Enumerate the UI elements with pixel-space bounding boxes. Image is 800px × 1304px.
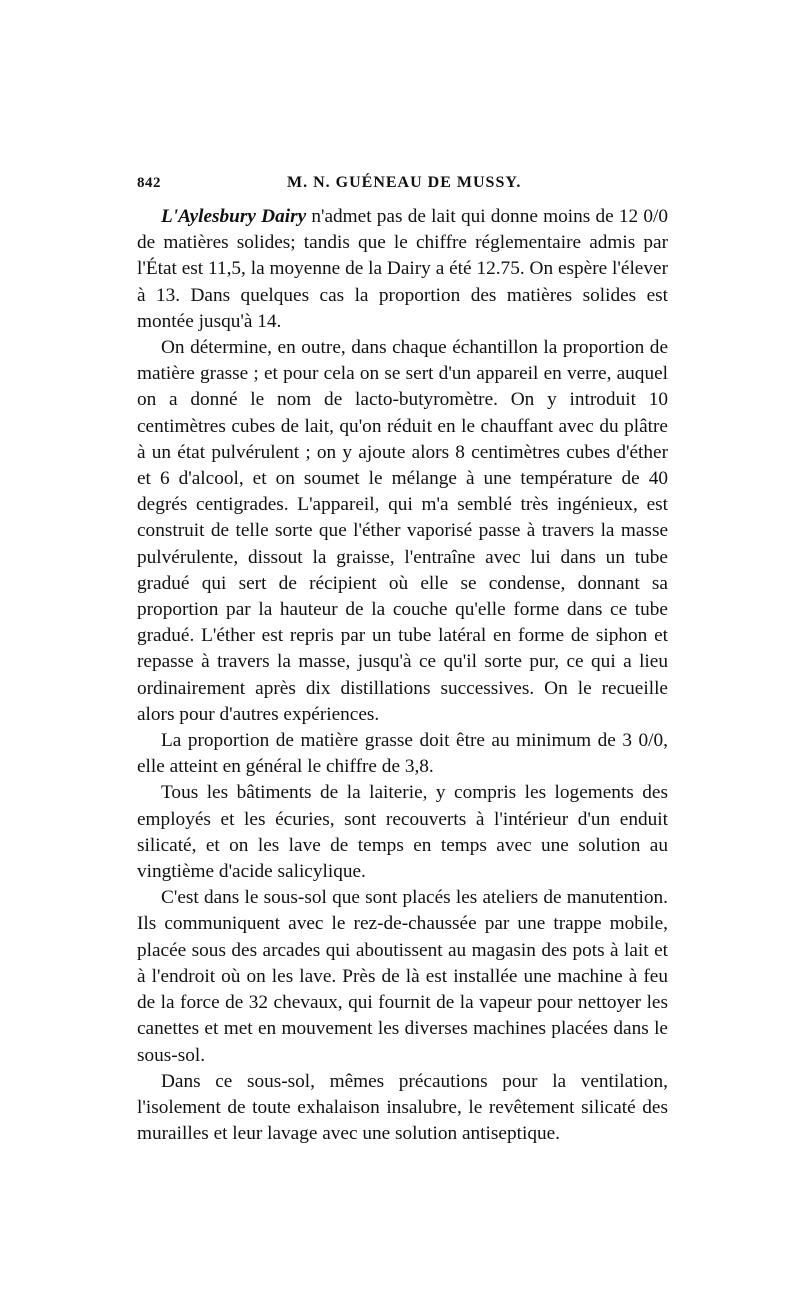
paragraph [137, 204, 668, 335]
paragraph [137, 780, 668, 885]
paragraph [137, 728, 668, 780]
body-text [137, 204, 668, 1147]
paragraph-text: On détermine, en outre, dans chaque échantillon la proportion de matière grasse ; et pour cela on se sert d'un appareil en verre, auquel on a donné le nom de lacto-butyromètre. On y introduit 10 centimètres cubes de lait, qu'on réduit en le chauffant avec du plâtre à un état pulvérulent ; on y ajoute alors 8 centimètres cubes d'éther et 6 d'alcool, et on soumet le mélange à une température de 40 degrés centigrades. L'appareil, qui m'a semblé très ingénieux, est construit de telle sorte que l'éther vaporisé passe à travers la masse pulvérulente, dissout la graisse, l'entraîne avec lui dans un tube gradué qui sert de récipient où elle se condense, donnant sa proportion par la hauteur de la couche qu'elle forme dans ce tube gradué. L'éther est repris par un tube latéral en forme de siphon et repasse à travers la masse, jusqu'à ce qu'il sorte pur, ce qui a lieu ordinairement après dix distillations successives. On le recueille alors pour d'autres expériences. [137, 337, 668, 725]
paragraph-text: La proportion de matière grasse doit être au minimum de 3 0/0, elle atteint en général le chiffre de 3,8. [137, 730, 668, 778]
paragraph-text: Tous les bâtiments de la laiterie, y compris les logements des employés et les écuries, sont recouverts à l'intérieur d'un enduit silicaté, et on les lave de temps en temps avec une solution au vingtième d'acide salicylique. [137, 782, 668, 883]
italic-lead: L'Aylesbury Dairy [161, 206, 307, 227]
paragraph-text: C'est dans le sous-sol que sont placés les ateliers de manutention. Ils communiquent avec le rez-de-chaussée par une trappe mobile, placée sous des arcades qui aboutissent au magasin des pots à lait et à l'endroit où on les lave. Près de là est installée une machine à feu de la force de 32 chevaux, qui fournit de la vapeur pour nettoyer les canettes et met en mouvement les diverses machines placées dans le sous-sol. [137, 887, 668, 1066]
book-page [137, 174, 668, 1147]
page-number: 842 [137, 175, 161, 191]
paragraph-text: Dans ce sous-sol, mêmes précautions pour la ventilation, l'isolement de toute exhalaison insalubre, le revêtement silicaté des murailles et leur lavage avec une solution antiseptique. [137, 1070, 668, 1145]
paragraph [137, 335, 668, 728]
running-title: M. N. GUÉNEAU DE MUSSY. [287, 174, 522, 191]
page-header [137, 174, 668, 204]
paragraph [137, 1069, 668, 1148]
paragraph-text: n'admet pas de lait qui donne moins de 12 0/0 de matières solides; tandis que le chiffre réglementaire admis par l'État est 11,5, la moyenne de la Dairy a été 12.75. On espère l'élever à 13. Dans quelques cas la proportion des matières solides est montée jusqu'à 14. [137, 206, 668, 332]
paragraph [137, 885, 668, 1068]
